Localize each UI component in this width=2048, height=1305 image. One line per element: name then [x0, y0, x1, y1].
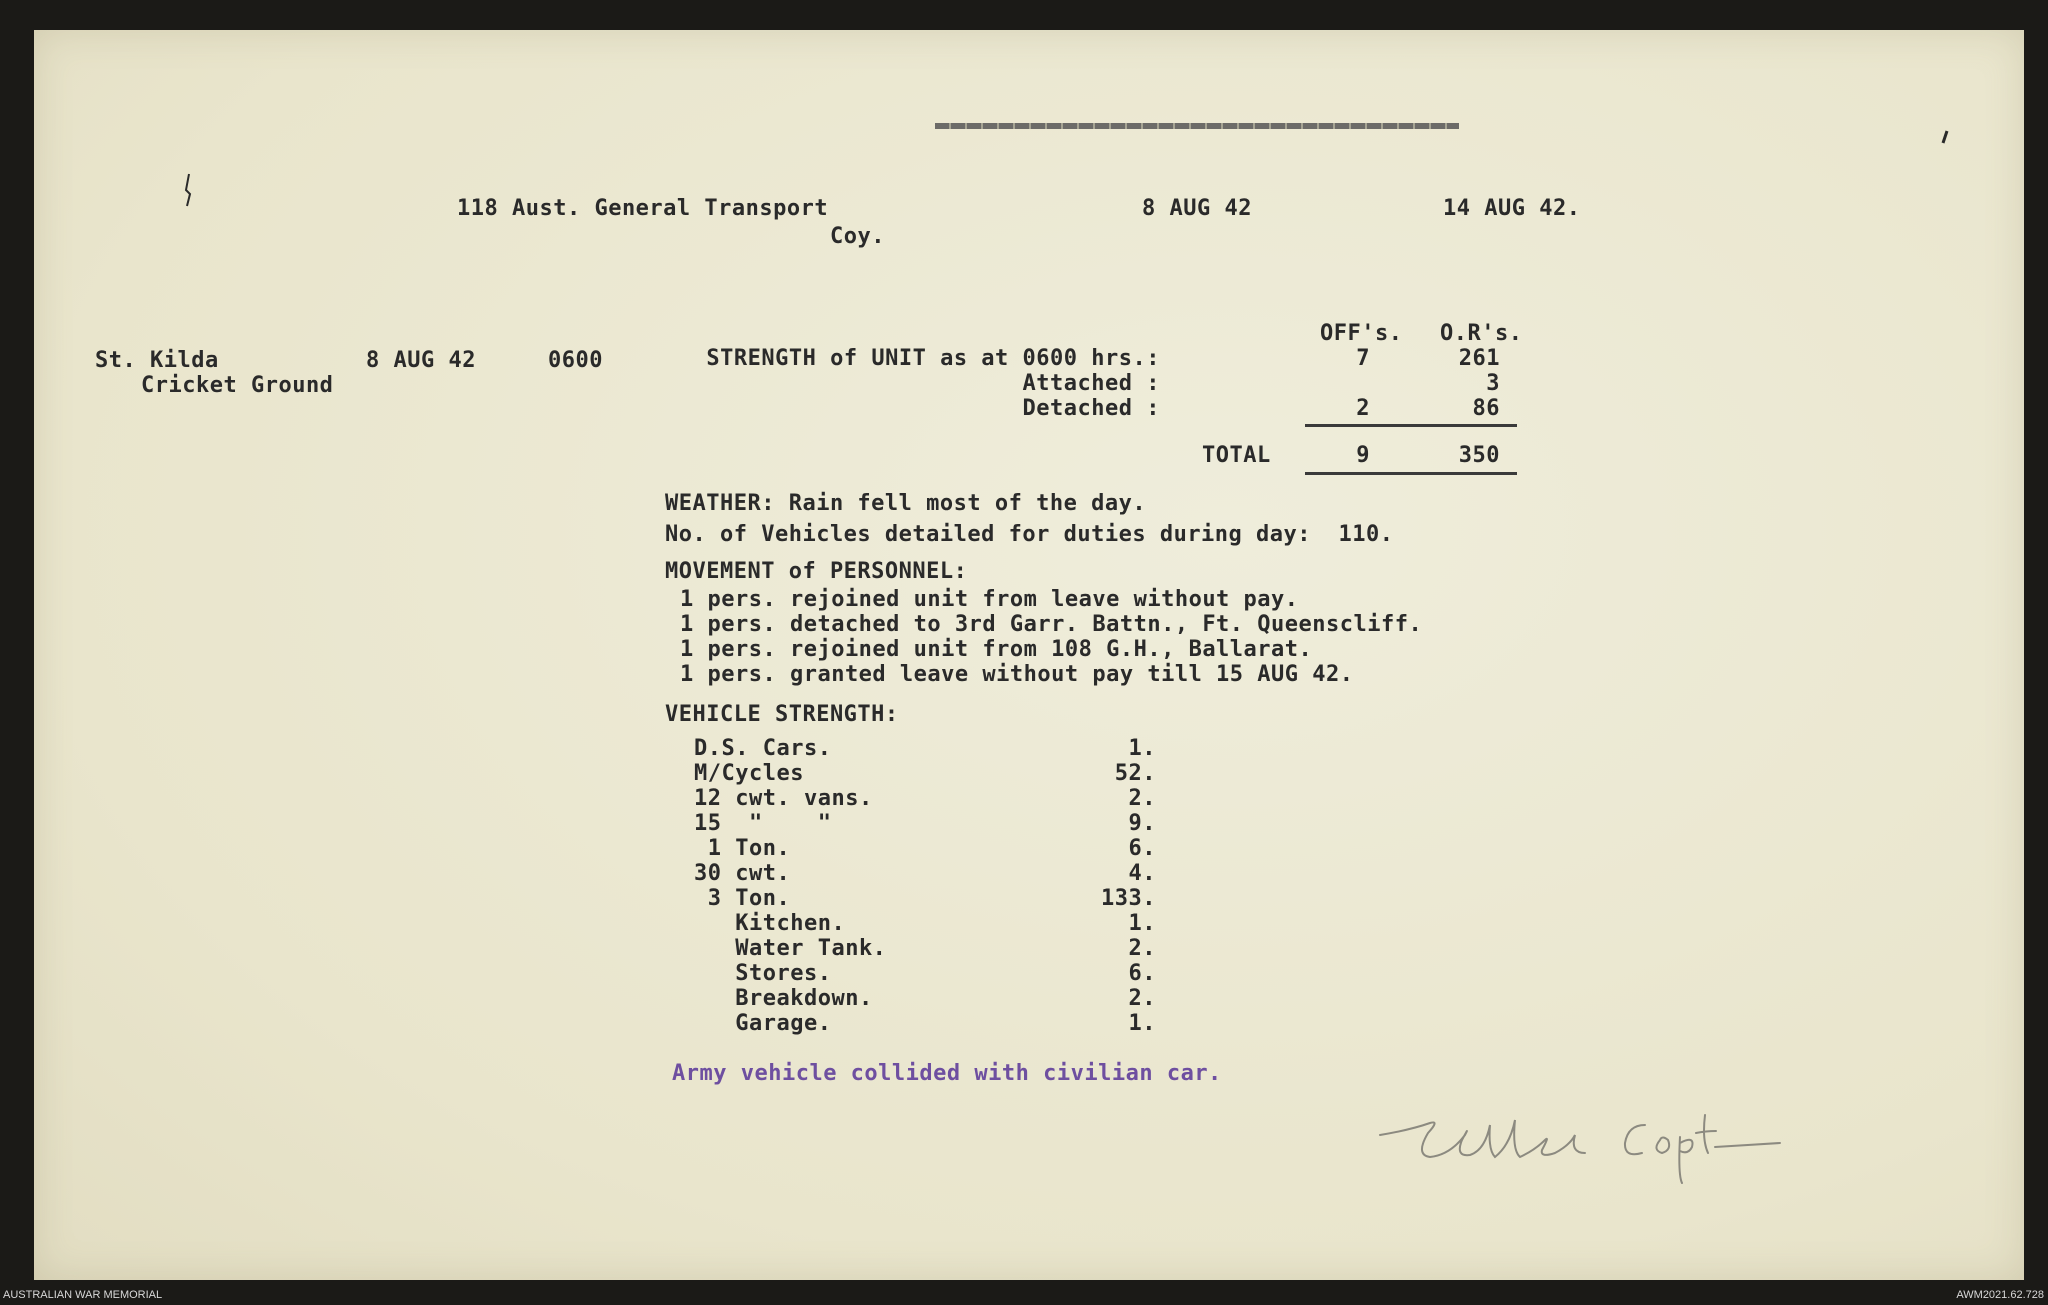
vehicle-item-count: 1. [1128, 1011, 1156, 1036]
vehicle-item-name: Garage. [694, 1011, 832, 1036]
strength-total-label: TOTAL [1202, 443, 1271, 468]
footer-source: AUSTRALIAN WAR MEMORIAL [3, 1289, 163, 1301]
strength-row-ors: 3 [1486, 371, 1500, 396]
vehicle-strength-heading: VEHICLE STRENGTH: [665, 702, 899, 727]
incident-note: Army vehicle collided with civilian car. [672, 1061, 1222, 1086]
entry-time: 0600 [548, 348, 603, 373]
strength-row-label: STRENGTH of UNIT as at 0600 hrs.: [706, 346, 1160, 371]
vehicle-item-count: 52. [1114, 761, 1156, 786]
entry-date: 8 AUG 42 [366, 348, 476, 373]
vehicle-item-count: 2. [1128, 986, 1156, 1011]
strength-col-offrs: OFF's. [1320, 321, 1403, 346]
vehicle-item-name: 1 Ton. [694, 836, 791, 861]
strength-row-label: Detached : [1022, 396, 1160, 421]
movement-line: 1 pers. detached to 3rd Garr. Battn., Ft. Queenscliff. [680, 612, 1423, 637]
strength-total-rule [1305, 472, 1517, 475]
vehicle-item-name: M/Cycles [694, 761, 804, 786]
entry-place-line1: St. Kilda [95, 348, 219, 373]
vehicle-item-count: 2. [1128, 936, 1156, 961]
strength-row-ors: 261 [1458, 346, 1500, 371]
vehicle-item-count: 1. [1128, 911, 1156, 936]
entry-place-line2: Cricket Ground [141, 373, 334, 398]
vehicle-item-name: 12 cwt. vans. [694, 786, 873, 811]
strength-row-offrs: 7 [1356, 346, 1370, 371]
ink-mark [182, 172, 194, 208]
vehicles-detailed-line: No. of Vehicles detailed for duties during day: 110. [665, 522, 1394, 547]
strength-total-ors: 350 [1458, 443, 1500, 468]
strength-col-ors: O.R's. [1440, 321, 1523, 346]
vehicle-item-name: 30 cwt. [694, 861, 791, 886]
top-rule [935, 123, 1459, 129]
date-from: 8 AUG 42 [1142, 196, 1252, 221]
vehicle-item-name: 3 Ton. [694, 886, 791, 911]
vehicle-item-name: 15 " " [694, 811, 832, 836]
unit-name-line2: Coy. [830, 224, 885, 249]
movement-line: 1 pers. granted leave without pay till 15 AUG 42. [680, 662, 1354, 687]
date-to: 14 AUG 42. [1443, 196, 1581, 221]
signature-mark [1370, 1095, 1800, 1185]
vehicle-item-name: D.S. Cars. [694, 736, 832, 761]
movement-line: 1 pers. rejoined unit from leave without pay. [680, 587, 1299, 612]
vehicle-item-name: Stores. [694, 961, 832, 986]
movement-heading: MOVEMENT of PERSONNEL: [665, 559, 968, 584]
ink-mark [1940, 130, 1950, 144]
vehicle-item-name: Breakdown. [694, 986, 873, 1011]
vehicle-item-count: 6. [1128, 836, 1156, 861]
strength-total-offrs: 9 [1356, 443, 1370, 468]
movement-line: 1 pers. rejoined unit from 108 G.H., Ballarat. [680, 637, 1313, 662]
weather-line: WEATHER: Rain fell most of the day. [665, 491, 1147, 516]
unit-name-line1: 118 Aust. General Transport [457, 196, 829, 221]
strength-row-offrs: 2 [1356, 396, 1370, 421]
vehicle-item-count: 6. [1128, 961, 1156, 986]
vehicle-item-name: Water Tank. [694, 936, 887, 961]
vehicle-item-count: 133. [1101, 886, 1156, 911]
vehicle-item-name: Kitchen. [694, 911, 846, 936]
vehicle-item-count: 1. [1128, 736, 1156, 761]
vehicle-item-count: 2. [1128, 786, 1156, 811]
strength-subtotal-rule [1305, 424, 1517, 427]
strength-row-ors: 86 [1472, 396, 1500, 421]
footer-reference: AWM2021.62.728 [1956, 1289, 2044, 1301]
strength-row-label: Attached : [1022, 371, 1160, 396]
vehicle-item-count: 4. [1128, 861, 1156, 886]
vehicle-item-count: 9. [1128, 811, 1156, 836]
